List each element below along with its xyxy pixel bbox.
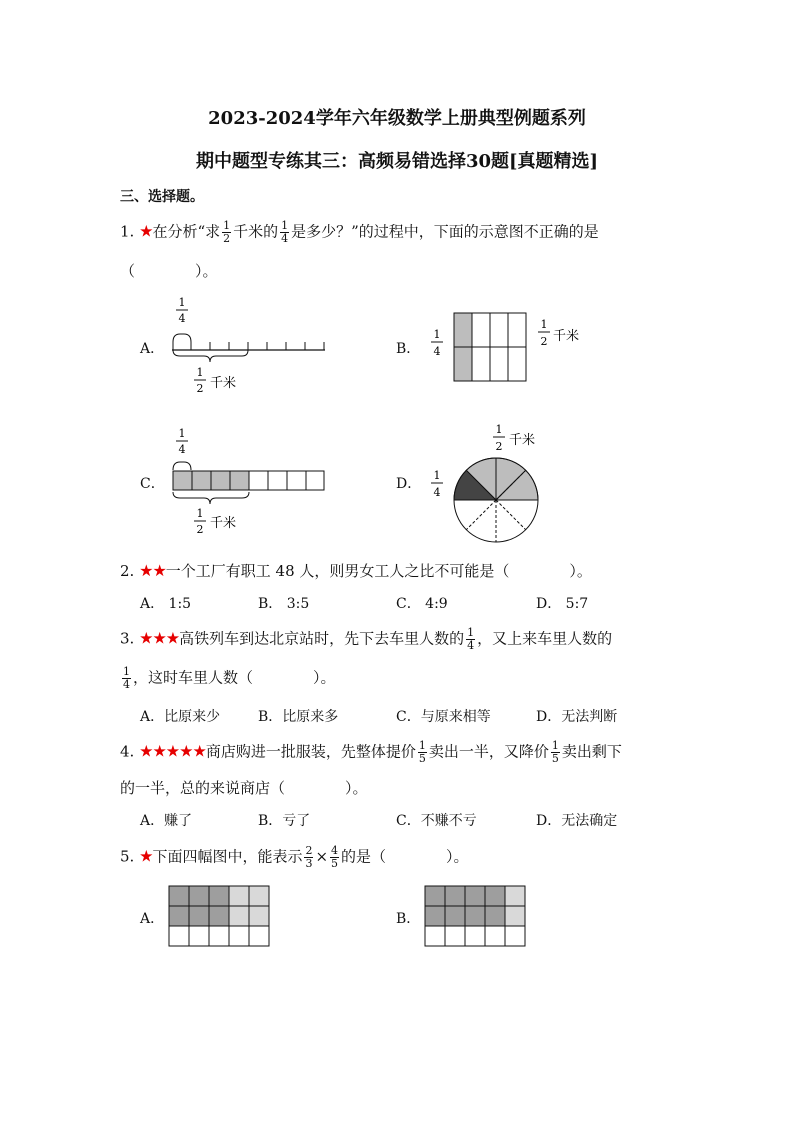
q2-number: 2. [120,562,135,580]
q1-option-a-label: A． [140,341,165,357]
fraction: $\frac{1}{4}$ [281,219,289,245]
svg-text:千米: 千米 [553,329,580,344]
q5-number: 5. [120,847,135,866]
svg-text:2: 2 [495,440,503,453]
q5-option-b-label[interactable]: B． [396,911,421,927]
question-2 [120,560,592,581]
svg-text:1: 1 [178,427,186,440]
question-4 [120,740,622,765]
svg-text:千米: 千米 [210,516,237,531]
q5-grid-a [168,885,272,949]
fraction: $\frac{1}{2}$ [223,219,231,245]
star-icon: ★ [139,846,153,866]
question-3 [120,627,612,652]
q1-text-part: 千米的 [233,222,279,241]
star-icon: ★★★ [139,628,180,648]
svg-text:1: 1 [540,318,548,331]
q2-option-c[interactable]: C． 4:9 [396,596,448,612]
svg-text:1: 1 [178,296,186,309]
q5-option-a-label[interactable]: A． [140,911,165,927]
q4-option-a[interactable]: A．赚了 [140,813,193,829]
q4-number: 4. [120,742,135,761]
question-3-cont [120,666,336,691]
q2-option-b[interactable]: B． 3:5 [258,596,310,612]
q5-grid-b [424,885,528,949]
fraction: $\frac{1}{4}$ [123,665,130,691]
q5-text-part: 下面四幅图中，能表示 [152,847,303,866]
q1-option-b-label: B． [396,341,421,357]
section-heading: 三、选择题。 [120,189,204,205]
svg-text:1: 1 [196,366,204,379]
q1-text-part: 是多少？”的过程中，下面的示意图不正确的是 [291,222,599,241]
svg-text:1: 1 [433,328,441,341]
svg-text:1: 1 [433,469,441,482]
q4-option-b[interactable]: B．亏了 [258,813,311,829]
q1-diagram-a [160,290,340,400]
svg-text:4: 4 [433,486,441,499]
question-1 [120,220,599,245]
q4-option-c[interactable]: C．不赚不亏 [396,813,477,829]
q2-text: 一个工厂有职工 48 人，则男女工人之比不可能是（ ）。 [165,562,592,580]
q1-answer-blank: （ ）。 [120,262,218,280]
fraction: $\frac{1}{4}$ [467,626,475,652]
star-icon: ★★ [139,561,166,580]
q1-option-d-label: D． [396,476,422,492]
q1-diagram-b [425,310,595,385]
q1-number: 1. [120,222,135,241]
fraction: $\frac{2}{3}$ [305,844,313,870]
star-icon: ★★★★★ [139,741,206,761]
q3-text-part: ，这时车里人数（ ）。 [133,668,336,687]
q1-diagram-c [160,425,340,540]
page-title: 2023-2024学年六年级数学上册典型例题系列 [208,108,586,129]
svg-text:2: 2 [196,382,204,395]
q4-text-part: 卖出一半，又降价 [428,742,549,761]
fraction: $\frac{1}{5}$ [551,739,559,765]
q3-option-a[interactable]: A．比原来少 [140,709,221,725]
svg-text:千米: 千米 [509,433,536,448]
q5-text-part: 的是（ ）。 [341,847,469,866]
svg-text:4: 4 [178,312,186,325]
page-subtitle: 期中题型专练其三：高频易错选择30题[真题精选] [195,151,599,172]
times-sign: × [315,847,329,866]
fraction: $\frac{1}{5}$ [418,739,426,765]
fraction: $\frac{4}{5}$ [331,844,339,870]
svg-text:1: 1 [495,423,503,436]
question-5 [120,845,469,870]
q4-text-part: 商店购进一批服装，先整体提价 [205,742,416,761]
star-icon: ★ [139,221,153,241]
q4-option-d[interactable]: D．无法确定 [536,813,618,829]
q1-option-c-label: C． [140,476,165,492]
q3-number: 3. [120,629,135,648]
q3-option-c[interactable]: C．与原来相等 [396,709,491,725]
svg-text:2: 2 [540,335,548,348]
q3-text-part: 高铁列车到达北京站时，先下去车里人数的 [179,629,465,648]
q3-option-d[interactable]: D．无法判断 [536,709,618,725]
q2-option-a[interactable]: A． 1:5 [140,596,192,612]
q3-text-part: ，又上来车里人数的 [477,629,613,648]
q3-option-b[interactable]: B．比原来多 [258,709,339,725]
svg-text:2: 2 [196,523,204,536]
svg-text:4: 4 [178,443,186,456]
q2-option-d[interactable]: D． 5:7 [536,596,589,612]
svg-text:1: 1 [196,507,204,520]
svg-text:4: 4 [433,345,441,358]
q1-text-part: 在分析“求 [152,222,221,241]
q4-text-part: 卖出剩下 [561,742,622,761]
question-4-cont: 的一半，总的来说商店（ ）。 [120,779,368,797]
q1-diagram-d [425,420,550,545]
svg-text:千米: 千米 [210,376,237,391]
